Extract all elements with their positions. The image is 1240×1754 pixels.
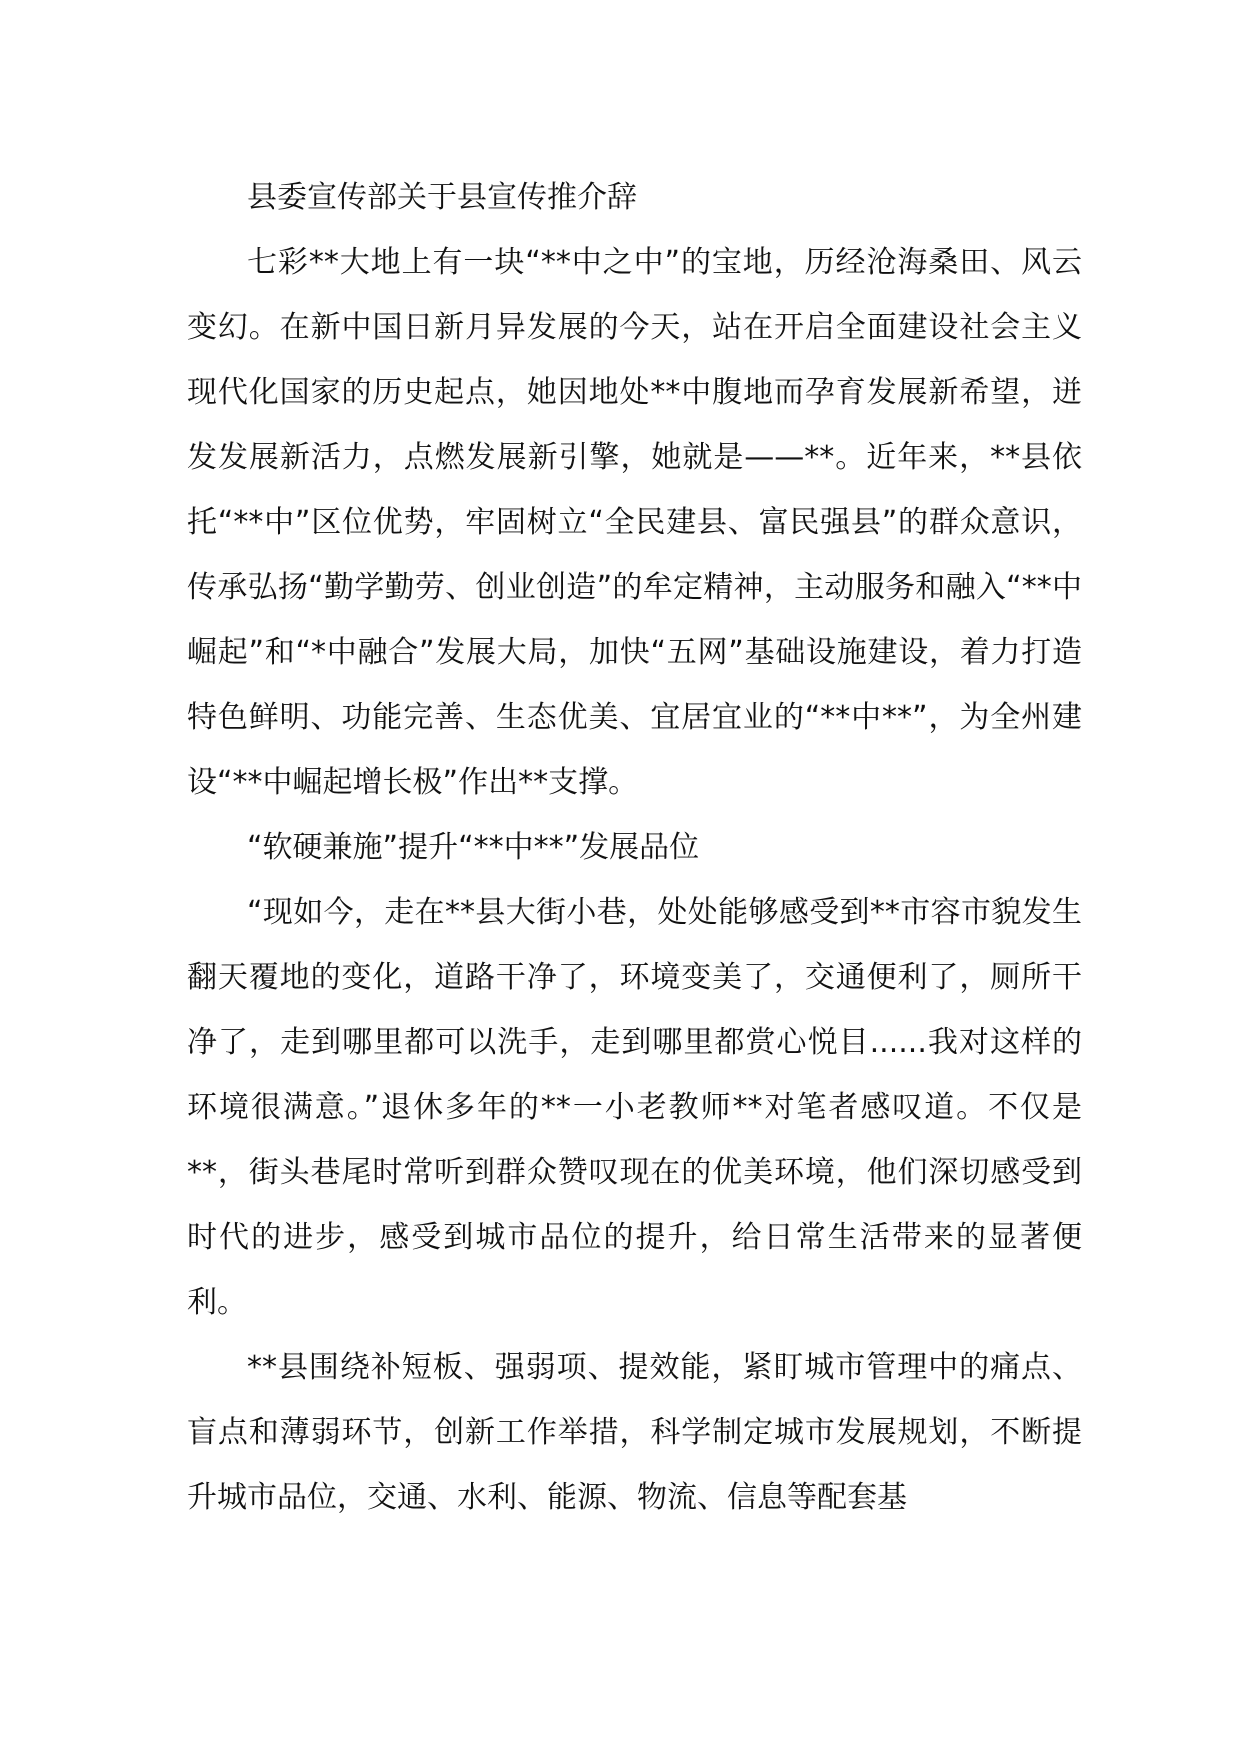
document-body (187, 165, 1082, 1530)
paragraph-intro: 七彩**大地上有一块“**中之中”的宝地，历经沧海桑田、风云变幻。在新中国日新月异发展的今天，站在开启全面建设社会主义现代化国家的历史起点，她因地处**中腹地而孕育发展新希望，迸发发展新活力，点燃发展新引擎，她就是——**。近年来，**县依托“**中”区位优势，牢固树立“全民建县、富民强县”的群众意识，传承弘扬“勤学勤劳、创业创造”的牟定精神，主动服务和融入“**中崛起”和“*中融合”发展大局，加快“五网”基础设施建设，着力打造特色鲜明、功能完善、生态优美、宜居宜业的“**中**”，为全州建设“**中崛起增长极”作出**支撑。 (187, 245, 1082, 800)
section-heading: “软硬兼施”提升“**中**”发展品位 (247, 830, 700, 865)
paragraph-quote: “现如今，走在**县大街小巷，处处能够感受到**市容市貌发生翻天覆地的变化，道路干净了，环境变美了，交通便利了，厕所干净了，走到哪里都可以洗手，走到哪里都赏心悦目......我对这样的环境很满意。”退休多年的**一小老教师**对笔者感叹道。不仅是**，街头巷尾时常听到群众赞叹现在的优美环境，他们深切感受到时代的进步，感受到城市品位的提升，给日常生活带来的显著便利。 (187, 895, 1082, 1320)
paragraph-measures: **县围绕补短板、强弱项、提效能，紧盯城市管理中的痛点、盲点和薄弱环节，创新工作举措，科学制定城市发展规划，不断提升城市品位，交通、水利、能源、物流、信息等配套基 (187, 1350, 1082, 1515)
document-title: 县委宣传部关于县宣传推介辞 (247, 180, 637, 215)
